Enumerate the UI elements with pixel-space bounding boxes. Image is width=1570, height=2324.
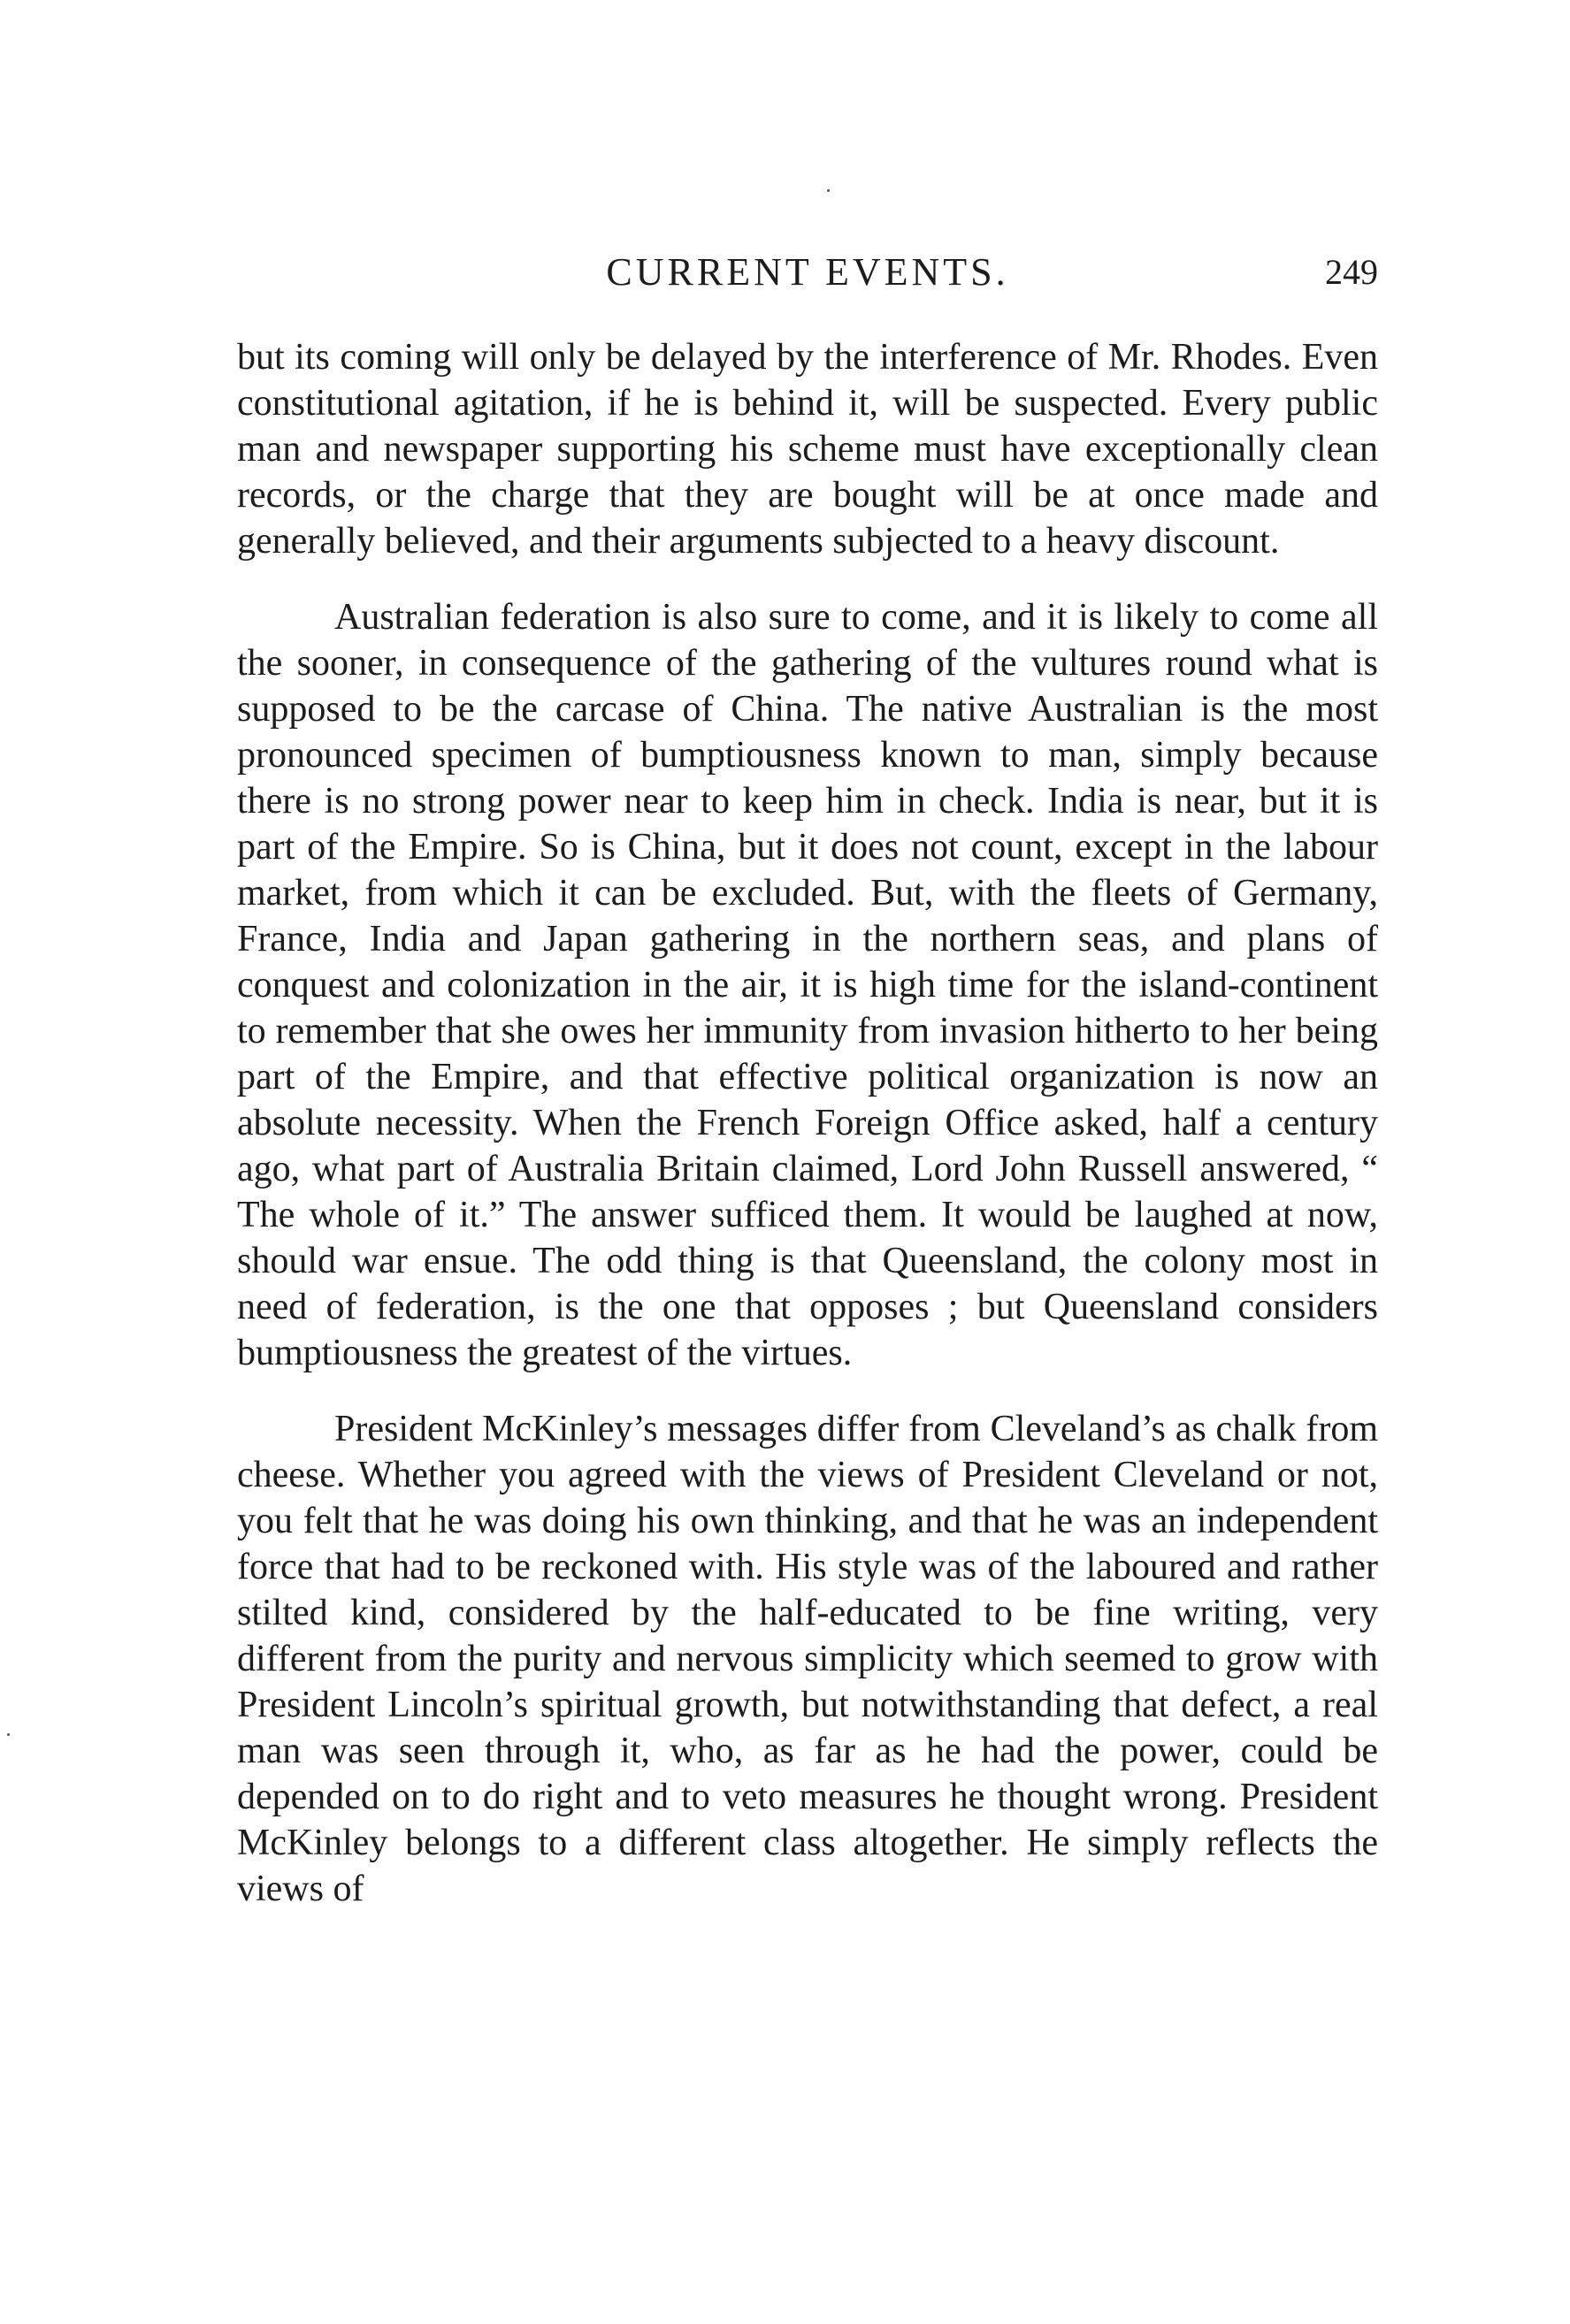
paragraph-australian-federation: Australian federation is also sure to come, and it is likely to come all the sooner, in consequence of the gathering of the vultures round what is supposed to be the carcase of China. The native Australian is the most pronounced specimen of bumptiousness known to man, simply because there is no strong power near to keep him in check. India is near, but it is part of the Empire. So is China, but it does not count, except in the labour market, from which it can be excluded. But, with the fleets of Germany, France, India and Japan gathering in the northern seas, and plans of conquest and colonization in the air, it is high time for the island-continent to remember that she owes her immunity from invasion hitherto to her being part of the Empire, and that effective political organization is now an absolute necessity. When the French Foreign Office asked, half a century ago, what part of Australia Britain claimed, Lord John Russell answered, “ The whole of it.” The answer sufficed them. It would be laughed at now, should war ensue. The odd thing is that Queensland, the colony most in need of federation, is the one that opposes ; but Queensland considers bumptiousness the greatest of the virtues. [237,597,1378,1373]
page-header [237,237,1378,308]
paragraph-president-mckinley: President McKinley’s messages differ from Cleveland’s as chalk from cheese. Whether you agreed with the views of President Cleveland or not, you felt that he was doing his own thinking, and that he was an independent force that had to be reckoned with. His style was of the laboured and rather stilted kind, considered by the half-educated to be fine writing, very different from the purity and nervous simplicity which seemed to grow with President Lincoln’s spiritual growth, but notwithstanding that defect, a real man was seen through it, who, as far as he had the power, could be depended on to do right and to veto measures he thought wrong. President McKinley belongs to a different class altogether. He simply reflects the views of [237,1409,1378,1909]
body-text [237,334,1378,1912]
page-number: 249 [1325,252,1378,292]
paragraph-rhodes: but its coming will only be delayed by the interference of Mr. Rhodes. Even constitutional agitation, if he is behind it, will be suspected. Every public man and newspaper supporting his scheme must have exceptionally clean records, or the charge that they are bought will be at once made and generally believed, and their arguments subjected to a heavy discount. [237,337,1378,562]
running-head: CURRENT EVENTS. [606,250,1009,294]
print-speck [7,1733,10,1736]
print-speck [827,189,830,192]
